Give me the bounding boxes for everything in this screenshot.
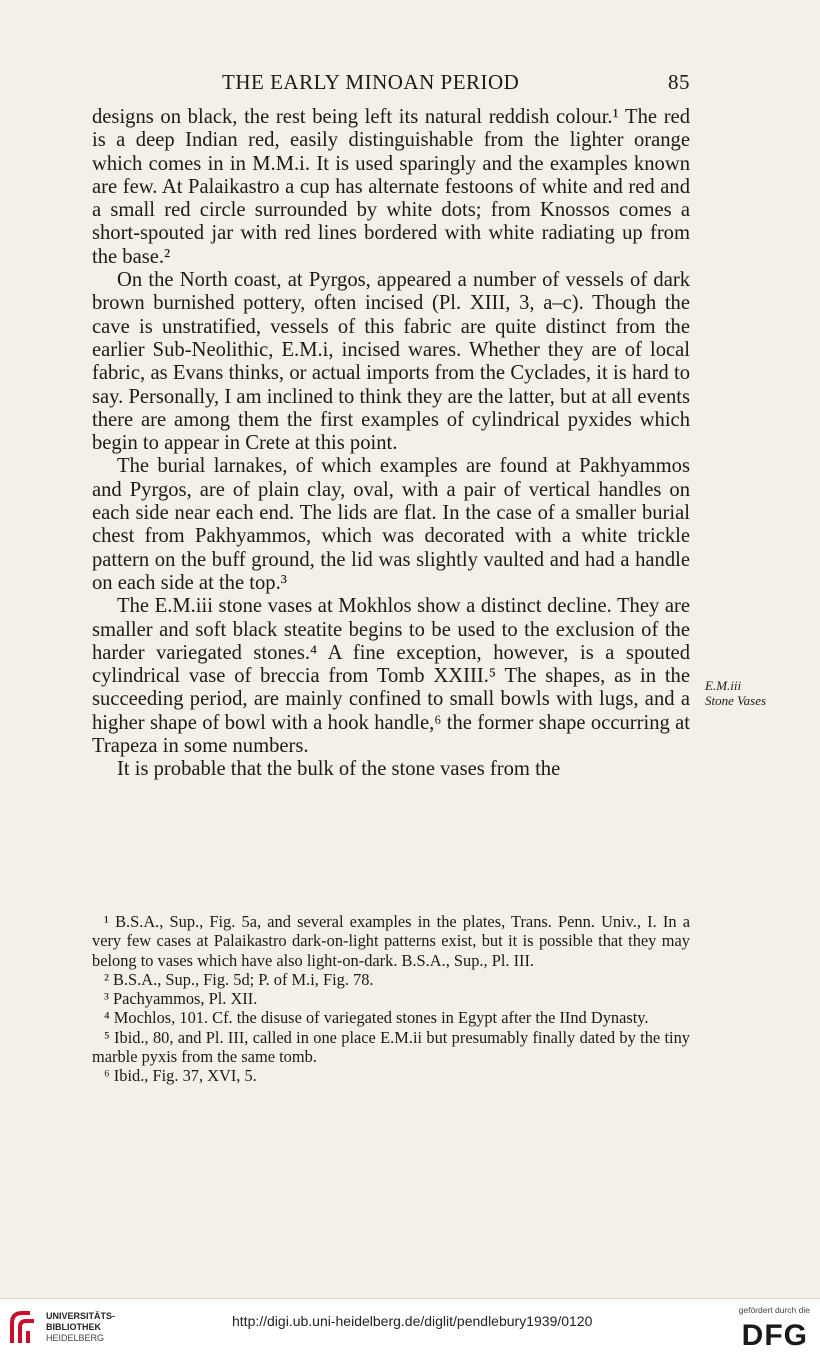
- permalink-url[interactable]: http://digi.ub.uni-heidelberg.de/diglit/pendlebury1939/0120: [232, 1313, 593, 1329]
- paragraph: designs on black, the rest being left its natural reddish colour.¹ The red is a deep Indian red, easily distinguishable from the lighter orange which comes in in M.M.i. It is used sparingly and the examples known are few. At Palaikastro a cup has alternate festoons of white and red and a small red circle surrounded by white dots; from Knossos comes a short-spouted jar with red lines bordered with white radiating up from the base.²: [92, 106, 690, 268]
- funded-by-label: gefördert durch die: [738, 1305, 810, 1315]
- library-name-line: UNIVERSITÄTS-: [46, 1311, 116, 1321]
- paragraph: It is probable that the bulk of the stone vases from the: [117, 758, 561, 781]
- margin-note-line: E.M.iii: [705, 678, 742, 693]
- running-title: THE EARLY MINOAN PERIOD: [222, 70, 520, 94]
- footnote: ⁴ Mochlos, 101. Cf. the disuse of variegated stones in Egypt after the IInd Dynasty.: [104, 1008, 649, 1028]
- page-number: 85: [668, 70, 690, 94]
- paragraph: The burial larnakes, of which examples are found at Pakhyammos and Pyrgos, are of plain clay, oval, with a pair of vertical handles on each side near each end. The lids are flat. In the case of a smaller burial chest from Pakhyammos, which was decorated with a white trickle pattern on the buff ground, the lid was slightly vaulted and had a handle on each side at the top.³: [92, 455, 690, 594]
- margin-note: [705, 678, 815, 708]
- viewer-footer: [0, 1298, 820, 1358]
- university-library-logo-icon: [8, 1309, 38, 1347]
- footnote: ¹ B.S.A., Sup., Fig. 5a, and several examples in the plates, Trans. Penn. Univ., I. In a very few cases at Palaikastro dark-on-light patterns exist, but it is possible that they may belong to vases which have also light-on-dark. B.S.A., Sup., Pl. III.: [92, 912, 690, 970]
- footnote: ³ Pachyammos, Pl. XII.: [104, 989, 258, 1009]
- paragraph: The E.M.iii stone vases at Mokhlos show a distinct decline. They are smaller and soft black steatite begins to be used to the exclusion of the harder variegated stones.⁴ A fine exception, however, is a spouted cylindrical vase of breccia from Tomb XXIII.⁵ The shapes, as in the succeeding period, are mainly confined to small bowls with lugs, and a higher shape of bowl with a hook handle,⁶ the former shape occurring at Trapeza in some numbers.: [92, 595, 690, 758]
- body-text: [92, 106, 690, 782]
- library-name-line: HEIDELBERG: [46, 1333, 105, 1343]
- library-name: [46, 1311, 166, 1344]
- footnote: ² B.S.A., Sup., Fig. 5d; P. of M.i, Fig. 78.: [104, 969, 374, 989]
- paragraph: On the North coast, at Pyrgos, appeared a number of vessels of dark brown burnished pottery, often incised (Pl. XIII, 3, a–c). Though the cave is unstratified, vessels of this fabric are quite distinct from the earlier Sub-Neolithic, E.M.i, incised wares. Whether they are of local fabric, as Evans thinks, or actual imports from the Cyclades, it is hard to say. Personally, I am inclined to think they are the latter, but at all events there are among them the first examples of cylindrical pyxides which begin to appear in Crete at this point.: [92, 269, 690, 455]
- footnote: ⁶ Ibid., Fig. 37, XVI, 5.: [104, 1066, 257, 1086]
- dfg-logo-icon: DFG: [741, 1319, 808, 1352]
- footnotes: [92, 912, 690, 1086]
- margin-note-line: Stone Vases: [705, 693, 767, 708]
- library-name-line: BIBLIOTHEK: [46, 1322, 101, 1332]
- footnote: ⁵ Ibid., 80, and Pl. III, called in one place E.M.ii but presumably finally dated by the tiny marble pyxis from the same tomb.: [92, 1027, 690, 1067]
